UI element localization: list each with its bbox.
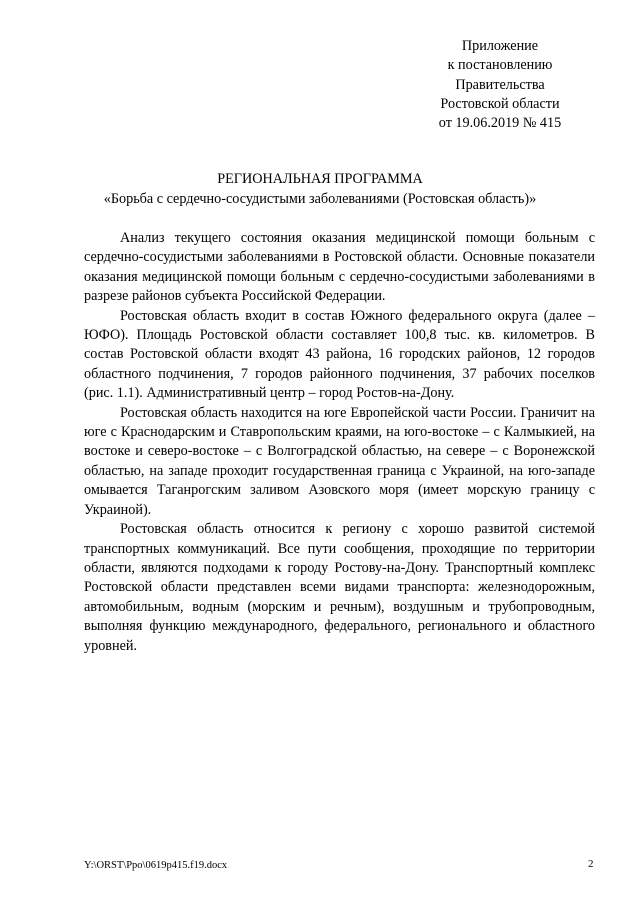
footer-file-path: Y:\ORST\Ppo\0619p415.f19.docx	[84, 860, 228, 871]
appendix-line: Ростовской области	[440, 95, 560, 112]
appendix-line: Правительства	[455, 76, 545, 93]
appendix-line: Приложение	[461, 38, 539, 54]
paragraph: Ростовская область входит в состав Южного федерального округа (далее – ЮФО). Площадь Ростовской области составляет 100,8 тыс. кв. километров. В состав Ростовской области входят 43 района, 16 городских районов, 12 городов областного подчинения, 7 городов районного подчинения, 37 рабочих поселков (рис. 1.1). Административный центр – город Ростов-на-Дону.	[84, 307, 595, 402]
appendix-date-line: от 19.06.2019 № 415	[438, 115, 562, 132]
paragraph: Анализ текущего состояния оказания медицинской помощи больным с сердечно-сосудистыми заболеваниями в Ростовской области. Основные показатели оказания медицинской помощи больным с сердечно-сосудистыми заболеваниями в разрезе районов субъекта Российской Федерации.	[84, 230, 595, 305]
program-heading	[55, 170, 585, 209]
program-subtitle: «Борьба с сердечно-сосудистыми заболеваниями (Ростовская область)»	[103, 190, 537, 207]
page-number: 2	[588, 858, 594, 870]
appendix-line: к постановлению	[447, 57, 553, 74]
program-title: РЕГИОНАЛЬНАЯ ПРОГРАММА	[217, 171, 423, 187]
appendix-header	[400, 37, 600, 133]
document-body	[84, 229, 595, 656]
paragraph: Ростовская область находится на юге Европейской части России. Граничит на юге с Краснодарским и Ставропольским краями, на юго-востоке – с Калмыкией, на востоке и северо-востоке – с Волгоградской областью, на севере – с Воронежской областью, на западе проходит государственная граница с Украиной, на юго-западе омывается Таганрогским заливом Азовского моря (имеет морскую границу с Украиной).	[84, 404, 595, 518]
paragraph: Ростовская область относится к региону с хорошо развитой системой транспортных коммуникаций. Все пути сообщения, проходящие по территории области, являются подходами к городу Ростову-на-Дону. Транспортный комплекс Ростовской области представлен всеми видами транспорта: железнодорожным, автомобильным, водным (морским и речным), воздушным и трубопроводным, выполняя функцию международного, федерального, регионального и областного уровней.	[84, 521, 595, 654]
